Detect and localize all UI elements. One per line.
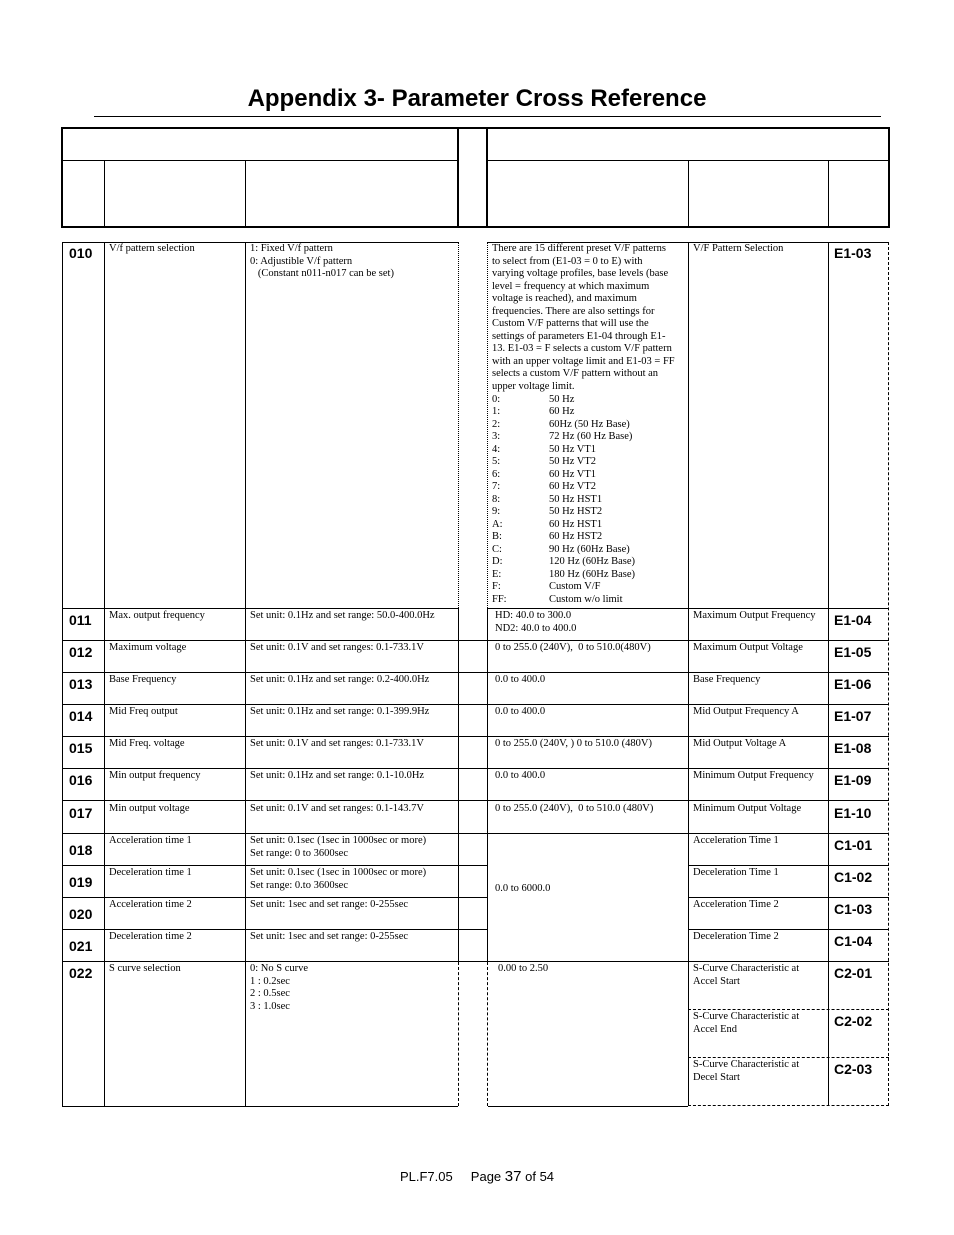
vf-option-key: D: bbox=[492, 556, 503, 567]
page-prefix: Page bbox=[470, 1169, 502, 1184]
param-name: Deceleration time 1 bbox=[109, 867, 192, 878]
param-setting: 0: No S curve 1 : 0.2sec 2 : 0.5sec 3 : 1.0sec bbox=[250, 963, 309, 1012]
param-number: 017 bbox=[69, 805, 93, 821]
vf-option-value: 90 Hz (60Hz Base) bbox=[549, 544, 630, 555]
f7-range: 0 to 255.0 (240V, ) 0 to 510.0 (480V) bbox=[495, 738, 653, 749]
f7-param-code: E1-06 bbox=[834, 676, 872, 692]
f7-param-name: S-Curve Characteristic at Accel End bbox=[693, 1011, 800, 1035]
param-setting: Set unit: 0.1Hz and set range: 50.0-400.0Hz bbox=[250, 610, 435, 621]
f7-param-code: E1-05 bbox=[834, 644, 872, 660]
header-col-sep bbox=[688, 161, 689, 227]
vf-option-value: 50 Hz bbox=[549, 394, 575, 405]
vf-option-value: 60 Hz HST2 bbox=[549, 531, 603, 542]
vf-option-key: 9: bbox=[492, 506, 501, 517]
f7-param-code: C1-02 bbox=[834, 869, 873, 885]
param-name: Max. output frequency bbox=[109, 610, 205, 621]
param-setting: 1: Fixed V/f pattern 0: Adjustible V/f pattern (Constant n011-n017 can be set) bbox=[250, 243, 394, 279]
header-col-sep bbox=[104, 161, 105, 227]
f7-param-code: C1-04 bbox=[834, 933, 873, 949]
f7-param-name: Deceleration Time 1 bbox=[693, 867, 779, 878]
page-suffix: of 54 bbox=[525, 1169, 555, 1184]
param-name: Base Frequency bbox=[109, 674, 177, 685]
param-setting: Set unit: 0.1Hz and set range: 0.1-399.9Hz bbox=[250, 706, 430, 717]
f7-param-code: C1-03 bbox=[834, 901, 873, 917]
vf-option-key: 1: bbox=[492, 406, 501, 417]
param-name: Mid Freq. voltage bbox=[109, 738, 185, 749]
param-setting: Set unit: 0.1sec (1sec in 1000sec or more) Set range: 0.to 3600sec bbox=[250, 867, 427, 891]
vf-option-key: 4: bbox=[492, 444, 501, 455]
param-name: Min output frequency bbox=[109, 770, 201, 781]
vf-option-value: Custom V/F bbox=[549, 581, 601, 592]
param-number: 018 bbox=[69, 842, 93, 858]
vf-option-key: F: bbox=[492, 581, 501, 592]
param-setting: Set unit: 0.1V and set ranges: 0.1-733.1V bbox=[250, 642, 424, 653]
header-col-sep bbox=[828, 161, 829, 227]
vf-option-value: Custom w/o limit bbox=[549, 594, 623, 605]
vf-option-value: 60 Hz VT2 bbox=[549, 481, 597, 492]
vf-option-key: 6: bbox=[492, 469, 501, 480]
doc-id: PL.F7.05 bbox=[399, 1169, 453, 1184]
f7-param-name: Base Frequency bbox=[693, 674, 761, 685]
vf-option-value: 60 Hz VT1 bbox=[549, 469, 597, 480]
f7-param-name: V/F Pattern Selection bbox=[693, 243, 784, 254]
f7-param-code: C1-01 bbox=[834, 837, 873, 853]
f7-param-name: Deceleration Time 2 bbox=[693, 931, 779, 942]
vf-option-value: 72 Hz (60 Hz Base) bbox=[549, 431, 633, 442]
param-name: S curve selection bbox=[109, 963, 181, 974]
header-col-sep bbox=[245, 161, 246, 227]
page-number: 37 bbox=[504, 1168, 522, 1185]
vf-option-value: 120 Hz (60Hz Base) bbox=[549, 556, 636, 567]
f7-param-code: E1-03 bbox=[834, 245, 872, 261]
param-setting: Set unit: 0.1V and set ranges: 0.1-733.1V bbox=[250, 738, 424, 749]
vf-option-value: 50 Hz VT1 bbox=[549, 444, 597, 455]
f7-param-name: Acceleration Time 2 bbox=[693, 899, 779, 910]
vf-option-value: 60Hz (50 Hz Base) bbox=[549, 419, 630, 430]
f7-range: 0.0 to 400.0 bbox=[495, 674, 546, 685]
f7-param-name: Mid Output Voltage A bbox=[693, 738, 787, 749]
param-setting: Set unit: 0.1Hz and set range: 0.2-400.0Hz bbox=[250, 674, 430, 685]
header-right-sep bbox=[486, 127, 488, 228]
vf-option-key: 8: bbox=[492, 494, 501, 505]
param-number: 014 bbox=[69, 708, 93, 724]
vf-option-key: B: bbox=[492, 531, 502, 542]
f7-param-code: C2-03 bbox=[834, 1061, 873, 1077]
f7-range: There are 15 different preset V/F patterns to select from (E1-03 = 0 to E) with varying voltage profiles, base levels (base level = frequency at which maximum voltage is reached), and maximum frequencies. There are also settings for Custom V/F patterns that will use the settings of parameters E1-04 through E1- 13. E1-03 = F selects a custom V/F pattern with an upper voltage limit and E1-03 = FF selects a custom V/F pattern without an upper voltage limit. bbox=[492, 243, 675, 392]
f7-param-name: Maximum Output Voltage bbox=[693, 642, 803, 653]
param-name: Min output voltage bbox=[109, 803, 190, 814]
param-setting: Set unit: 0.1Hz and set range: 0.1-10.0Hz bbox=[250, 770, 425, 781]
param-number: 020 bbox=[69, 906, 93, 922]
vf-option-value: 50 Hz HST2 bbox=[549, 506, 603, 517]
param-number: 022 bbox=[69, 965, 93, 981]
f7-param-name: Acceleration Time 1 bbox=[693, 835, 779, 846]
param-name: Mid Freq output bbox=[109, 706, 178, 717]
f7-param-code: E1-04 bbox=[834, 612, 872, 628]
param-name: Acceleration time 2 bbox=[109, 899, 192, 910]
param-number: 013 bbox=[69, 676, 93, 692]
param-setting: Set unit: 1sec and set range: 0-255sec bbox=[250, 931, 409, 942]
param-number: 016 bbox=[69, 772, 93, 788]
vf-option-key: 2: bbox=[492, 419, 501, 430]
f7-range: 0.0 to 400.0 bbox=[495, 706, 546, 717]
vf-option-value: 50 Hz HST1 bbox=[549, 494, 603, 505]
param-setting: Set unit: 0.1sec (1sec in 1000sec or more) Set range: 0 to 3600sec bbox=[250, 835, 427, 859]
f7-param-code: E1-10 bbox=[834, 805, 872, 821]
vf-option-value: 180 Hz (60Hz Base) bbox=[549, 569, 636, 580]
f7-param-code: E1-09 bbox=[834, 772, 872, 788]
title-rule bbox=[94, 116, 881, 117]
vf-option-key: E: bbox=[492, 569, 502, 580]
f7-range: 0 to 255.0 (240V), 0 to 510.0(480V) bbox=[495, 642, 651, 653]
header-left-sep bbox=[457, 127, 459, 228]
param-number: 015 bbox=[69, 740, 93, 756]
param-number: 011 bbox=[69, 612, 92, 628]
param-number: 021 bbox=[69, 938, 93, 954]
header-block bbox=[61, 127, 890, 228]
param-setting: Set unit: 0.1V and set ranges: 0.1-143.7V bbox=[250, 803, 424, 814]
vf-option-value: 50 Hz VT2 bbox=[549, 456, 597, 467]
param-number: 012 bbox=[69, 644, 93, 660]
param-name: V/f pattern selection bbox=[109, 243, 195, 254]
f7-range: HD: 40.0 to 300.0 ND2: 40.0 to 400.0 bbox=[495, 610, 577, 634]
vf-option-key: A: bbox=[492, 519, 503, 530]
vf-option-value: 60 Hz bbox=[549, 406, 575, 417]
f7-param-name: Maximum Output Frequency bbox=[693, 610, 816, 621]
f7-param-code: C2-01 bbox=[834, 965, 873, 981]
param-number: 010 bbox=[69, 245, 93, 261]
param-setting: Set unit: 1sec and set range: 0-255sec bbox=[250, 899, 409, 910]
f7-range: 0.00 to 2.50 bbox=[498, 963, 549, 974]
page-title: Appendix 3- Parameter Cross Reference bbox=[247, 85, 707, 112]
vf-option-key: 0: bbox=[492, 394, 501, 405]
param-name: Deceleration time 2 bbox=[109, 931, 192, 942]
vf-option-key: 5: bbox=[492, 456, 501, 467]
f7-param-name: Mid Output Frequency A bbox=[693, 706, 799, 717]
f7-param-code: E1-08 bbox=[834, 740, 872, 756]
header-inner-line-left bbox=[62, 160, 458, 161]
vf-option-value: 60 Hz HST1 bbox=[549, 519, 603, 530]
f7-param-name: Minimum Output Frequency bbox=[693, 770, 814, 781]
param-number: 019 bbox=[69, 874, 93, 890]
f7-range: 0.0 to 400.0 bbox=[495, 770, 546, 781]
f7-param-name: S-Curve Characteristic at Decel Start bbox=[693, 1059, 800, 1083]
vf-option-key: FF: bbox=[492, 594, 507, 605]
vf-option-key: 7: bbox=[492, 481, 501, 492]
param-name: Acceleration time 1 bbox=[109, 835, 192, 846]
f7-param-name: Minimum Output Voltage bbox=[693, 803, 802, 814]
param-name: Maximum voltage bbox=[109, 642, 187, 653]
f7-param-name: S-Curve Characteristic at Accel Start bbox=[693, 963, 800, 987]
vf-option-key: 3: bbox=[492, 431, 501, 442]
f7-param-code: E1-07 bbox=[834, 708, 872, 724]
f7-param-code: C2-02 bbox=[834, 1013, 873, 1029]
f7-range-accel-decel: 0.0 to 6000.0 bbox=[495, 883, 551, 894]
f7-range: 0 to 255.0 (240V), 0 to 510.0 (480V) bbox=[495, 803, 654, 814]
page-footer bbox=[0, 1168, 954, 1185]
vf-option-key: C: bbox=[492, 544, 502, 555]
